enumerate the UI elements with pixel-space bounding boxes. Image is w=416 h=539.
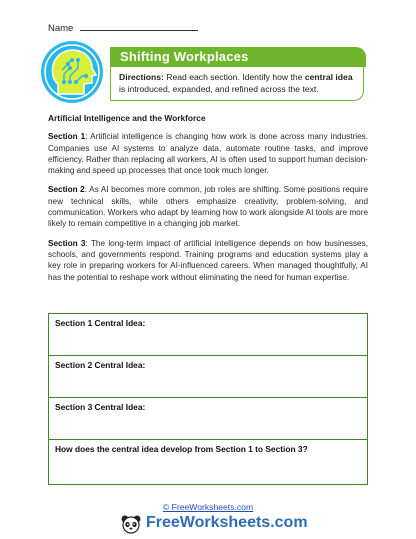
answer-table: [48, 313, 368, 485]
page-title: Shifting Workplaces: [120, 49, 249, 64]
section-3-text: : The long-term impact of artificial intelligence depends on how businesses, schools, and governments respond. Training programs and education systems play a key role in preparing workers for AI-influenced careers. When managed thoughtfully, AI has the potential to reshape work without eliminating the need for human expertise.: [48, 238, 368, 282]
answer-prompt: How does the central idea develop from Section 1 to Section 3?: [55, 444, 308, 454]
footer-copyright-link[interactable]: © FreeWorksheets.com: [162, 502, 254, 512]
answer-prompt: Section 3 Central Idea:: [55, 402, 146, 412]
answer-box-section-3[interactable]: [49, 398, 367, 440]
name-field: [48, 21, 198, 34]
title-banner: [110, 47, 366, 67]
answer-box-section-1[interactable]: [49, 314, 367, 356]
answer-box-development[interactable]: [49, 440, 367, 484]
directions-text-before: Read each section. Identify how the: [163, 72, 305, 82]
footer-brand-logo: [120, 512, 320, 536]
answer-box-section-2[interactable]: [49, 356, 367, 398]
directions-label: Directions:: [119, 72, 164, 82]
section-1-label: Section 1: [48, 132, 86, 142]
section-1-text: : Artificial intelligence is changing how work is done across many industries. Companies use AI systems to analyze data, automate routine tasks, and improve efficiency. Rather than replacing all workers, AI is often used to support human decision-making and speed up processes that once took much longer.: [48, 132, 368, 176]
ai-head-circuit-icon: [40, 38, 108, 106]
directions-text: [119, 71, 357, 95]
section-1-paragraph: [48, 131, 368, 176]
article: [48, 113, 368, 291]
article-heading: Artificial Intelligence and the Workforce: [48, 113, 206, 123]
directions-text-after: is introduced, expanded, and refined across the text.: [119, 84, 319, 94]
section-2-text: : As AI becomes more common, job roles are shifting. Some positions require new technical skills, while others emphasize creativity, problem-solving, and communication. Workers who adapt by learning how to work alongside AI tools are more likely to remain competitive in a changing job market.: [48, 185, 368, 229]
section-2-paragraph: [48, 184, 368, 229]
name-label: Name: [48, 23, 74, 34]
directions-box: [110, 67, 364, 101]
name-blank-line[interactable]: [80, 21, 198, 31]
section-2-label: Section 2: [48, 185, 85, 195]
panda-icon: [120, 514, 142, 534]
section-3-label: Section 3: [48, 238, 86, 248]
footer-brand-text: FreeWorksheets.com: [146, 514, 308, 531]
answer-prompt: Section 2 Central Idea:: [55, 360, 146, 370]
answer-prompt: Section 1 Central Idea:: [55, 318, 146, 328]
directions-emphasis: central idea: [304, 72, 353, 82]
section-3-paragraph: [48, 238, 368, 283]
